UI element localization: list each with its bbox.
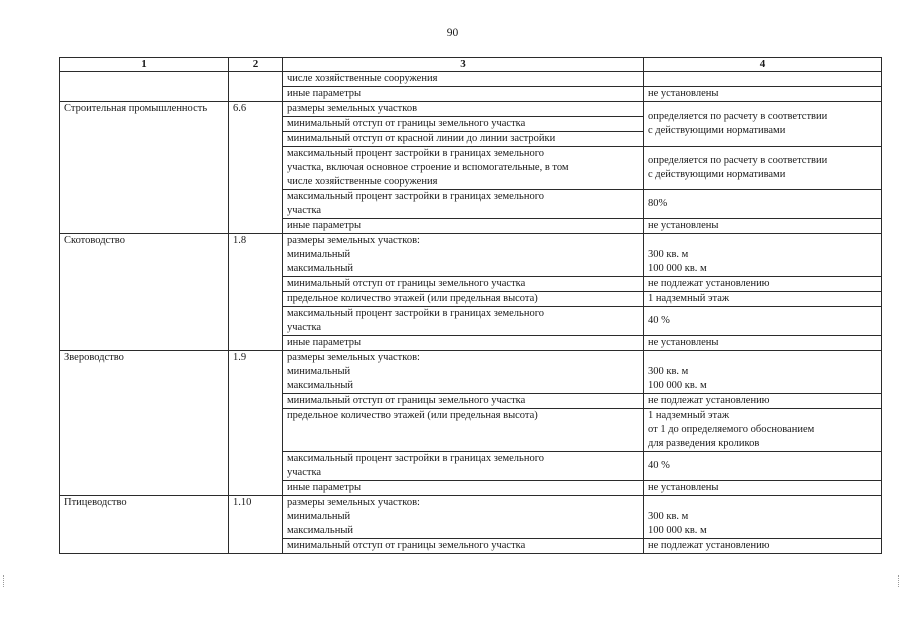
header-cell-3: 3 xyxy=(283,58,644,72)
parameter-cell: максимальный процент застройки в границах земельного участка xyxy=(283,452,644,481)
value-cell: 40 % xyxy=(644,452,882,481)
scan-edge-mark xyxy=(3,575,7,587)
parameter-cell: иные параметры xyxy=(283,481,644,496)
use-code-cell: 6.6 xyxy=(229,102,283,234)
table-header-row xyxy=(60,58,882,72)
scan-edge-mark xyxy=(898,575,902,587)
parameter-cell: минимальный отступ от границы земельного участка xyxy=(283,277,644,292)
value-cell: определяется по расчету в соответствии с действующими нормативами xyxy=(644,147,882,190)
value-cell: 300 кв. м 100 000 кв. м xyxy=(644,496,882,539)
value-cell: не подлежат установлению xyxy=(644,394,882,409)
parameter-cell: максимальный процент застройки в границах земельного участка, включая основное строение и вспомогательные, в том числе хозяйственные сооружения xyxy=(283,147,644,190)
use-code-cell: 1.8 xyxy=(229,234,283,351)
header-cell-2: 2 xyxy=(229,58,283,72)
value-cell: 40 % xyxy=(644,307,882,336)
use-name-cell xyxy=(60,72,229,102)
parameter-cell: иные параметры xyxy=(283,219,644,234)
parameter-cell: предельное количество этажей (или предельная высота) xyxy=(283,292,644,307)
header-cell-4: 4 xyxy=(644,58,882,72)
use-name-cell: Птицеводство xyxy=(60,496,229,554)
use-code-cell: 1.10 xyxy=(229,496,283,554)
value-cell: не подлежат установлению xyxy=(644,539,882,554)
parameter-cell: минимальный отступ от границы земельного участка xyxy=(283,117,644,132)
parameter-cell: числе хозяйственные сооружения xyxy=(283,72,644,87)
parameter-cell: минимальный отступ от границы земельного участка xyxy=(283,394,644,409)
use-name-cell: Звероводство xyxy=(60,351,229,496)
parameter-cell: минимальный отступ от красной линии до линии застройки xyxy=(283,132,644,147)
parameter-cell: размеры земельных участков: минимальный максимальный xyxy=(283,234,644,277)
parameter-cell: предельное количество этажей (или предельная высота) xyxy=(283,409,644,452)
parameter-cell: максимальный процент застройки в границах земельного участка xyxy=(283,190,644,219)
use-code-cell: 1.9 xyxy=(229,351,283,496)
value-cell: определяется по расчету в соответствии с действующими нормативами xyxy=(644,102,882,147)
value-cell: 300 кв. м 100 000 кв. м xyxy=(644,351,882,394)
parameter-cell: размеры земельных участков xyxy=(283,102,644,117)
value-cell: 1 надземный этаж от 1 до определяемого обоснованием для разведения кроликов xyxy=(644,409,882,452)
value-cell: не установлены xyxy=(644,87,882,102)
use-name-cell: Скотоводство xyxy=(60,234,229,351)
value-cell: 80% xyxy=(644,190,882,219)
parameter-cell: иные параметры xyxy=(283,336,644,351)
value-cell: не подлежат установлению xyxy=(644,277,882,292)
regulations-table xyxy=(59,57,882,554)
table-row xyxy=(60,351,882,394)
parameter-cell: иные параметры xyxy=(283,87,644,102)
table-row xyxy=(60,102,882,117)
parameter-cell: минимальный отступ от границы земельного участка xyxy=(283,539,644,554)
value-cell: не установлены xyxy=(644,481,882,496)
value-cell: не установлены xyxy=(644,336,882,351)
page-number: 90 xyxy=(446,27,459,39)
table-row xyxy=(60,234,882,277)
use-code-cell xyxy=(229,72,283,102)
use-name-cell: Строительная промышленность xyxy=(60,102,229,234)
value-cell xyxy=(644,72,882,87)
table-row xyxy=(60,72,882,87)
value-cell: не установлены xyxy=(644,219,882,234)
parameter-cell: максимальный процент застройки в границах земельного участка xyxy=(283,307,644,336)
value-cell: 1 надземный этаж xyxy=(644,292,882,307)
value-cell: 300 кв. м 100 000 кв. м xyxy=(644,234,882,277)
parameter-cell: размеры земельных участков: минимальный максимальный xyxy=(283,496,644,539)
parameter-cell: размеры земельных участков: минимальный максимальный xyxy=(283,351,644,394)
table-row xyxy=(60,496,882,539)
header-cell-1: 1 xyxy=(60,58,229,72)
